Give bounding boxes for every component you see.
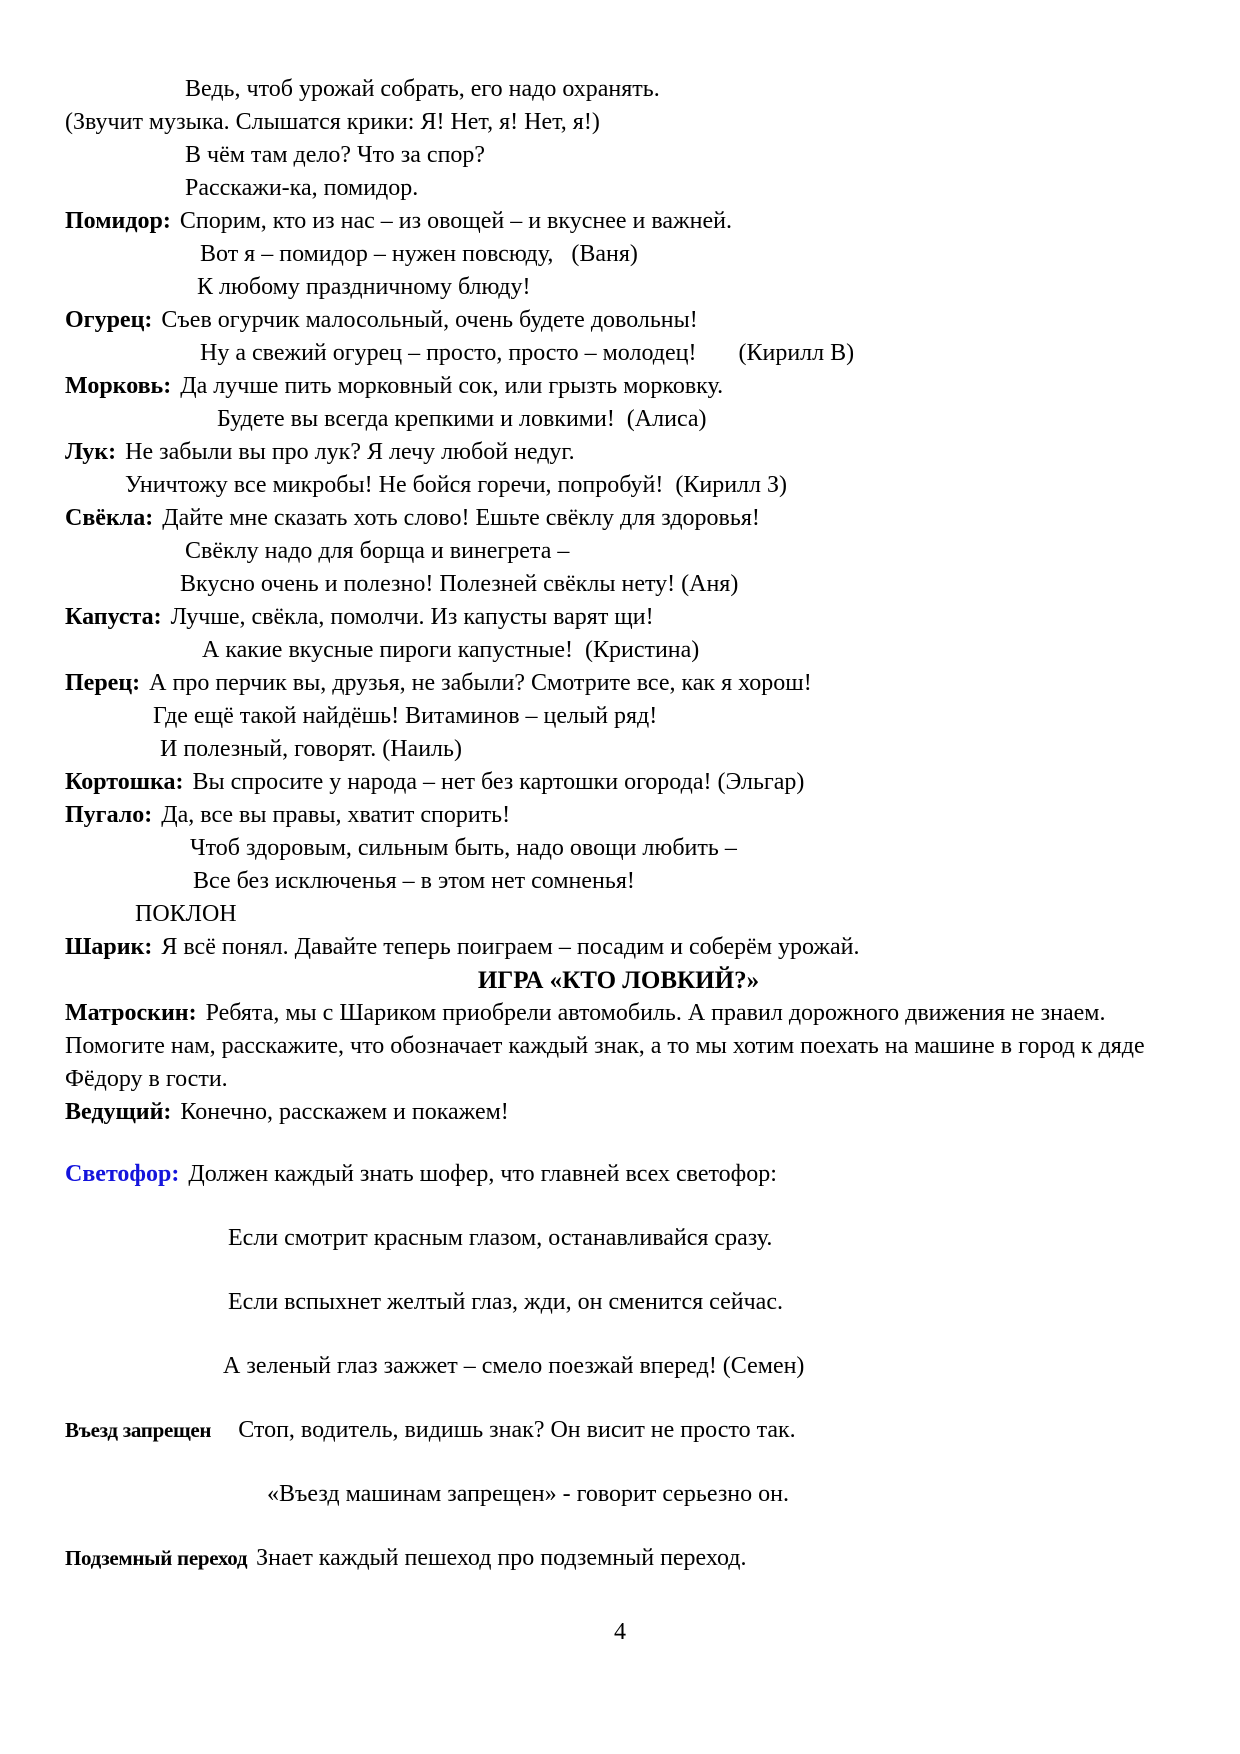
speaker-name: Свёкла:: [65, 505, 154, 531]
line-text: Лучше, свёкла, помолчи. Из капусты варят щи!: [170, 604, 654, 630]
line-text: Вот я – помидор – нужен повсюду, (Ваня): [200, 241, 638, 267]
line-text: Я всё понял. Давайте теперь поиграем – посадим и соберём урожай.: [161, 934, 860, 960]
script-line-speaker: [65, 667, 1172, 700]
line-text: К любому праздничному блюду!: [197, 274, 531, 300]
speaker-name: Морковь:: [65, 373, 172, 399]
script-line-speaker: [65, 1158, 1172, 1191]
line-text: Знает каждый пешеход про подземный переход.: [256, 1545, 747, 1571]
script-lines: [65, 73, 1172, 1575]
line-text: Ну а свежий огурец – просто, просто – молодец! (Кирилл В): [200, 340, 855, 366]
script-line: [65, 238, 1172, 271]
script-line: [65, 865, 1172, 898]
speaker-name: Лук:: [65, 439, 117, 465]
line-text: А какие вкусные пироги капустные! (Кристина): [202, 637, 700, 663]
script-line: [65, 1478, 1172, 1511]
script-line: [65, 1350, 1172, 1383]
script-line: [65, 898, 1172, 931]
script-line: [65, 139, 1172, 172]
line-text: Будете вы всегда крепкими и ловкими! (Алиса): [217, 406, 707, 432]
line-text: Ведь, чтоб урожай собрать, его надо охранять.: [185, 76, 660, 102]
line-text: Спорим, кто из нас – из овощей – и вкуснее и важней.: [179, 208, 732, 234]
script-line: [65, 469, 1172, 502]
script-line-speaker: [65, 436, 1172, 469]
line-text: Стоп, водитель, видишь знак? Он висит не просто так.: [220, 1417, 796, 1443]
script-line: [65, 634, 1172, 667]
script-line-speaker: [65, 601, 1172, 634]
line-text: Чтоб здоровым, сильным быть, надо овощи любить –: [190, 835, 737, 861]
line-text: В чём там дело? Что за спор?: [185, 142, 486, 168]
script-line-speaker: [65, 1096, 1172, 1129]
script-line: [65, 568, 1172, 601]
line-text: Уничтожу все микробы! Не бойся горечи, попробуй! (Кирилл З): [125, 472, 788, 498]
script-line-speaker: [65, 205, 1172, 238]
script-line-speaker: [65, 1414, 1172, 1447]
speaker-name: Ведущий:: [65, 1099, 172, 1125]
page-number: 4: [614, 1619, 626, 1645]
script-line: [65, 337, 1172, 370]
script-line-speaker: [65, 1542, 1172, 1575]
script-line-speaker: [65, 931, 1172, 964]
script-line: [65, 535, 1172, 568]
line-text: Конечно, расскажем и покажем!: [180, 1099, 509, 1125]
line-text: А про перчик вы, друзья, не забыли? Смотрите все, как я хорош!: [149, 670, 812, 696]
speaker-name: Пугало:: [65, 802, 153, 828]
line-text: Расскажи-ка, помидор.: [185, 175, 419, 201]
line-text: Да лучше пить морковный сок, или грызть морковку.: [180, 373, 724, 399]
speaker-name: Помидор:: [65, 208, 171, 234]
line-text: Если вспыхнет желтый глаз, жди, он сменится сейчас.: [228, 1289, 783, 1315]
script-line-speaker: [65, 997, 1172, 1096]
speaker-name: Матроскин:: [65, 1000, 197, 1026]
speaker-name: Капуста:: [65, 604, 162, 630]
speaker-name: Шарик:: [65, 934, 153, 960]
line-text: «Въезд машинам запрещен» - говорит серьезно он.: [267, 1481, 789, 1507]
line-text: А зеленый глаз зажжет – смело поезжай вперед! (Семен): [223, 1353, 805, 1379]
speaker-name: Подземный переход: [65, 1546, 248, 1570]
line-text: ИГРА «КТО ЛОВКИЙ?»: [477, 967, 760, 994]
line-text: Свёклу надо для борща и винегрета –: [185, 538, 570, 564]
script-line: [65, 1222, 1172, 1255]
script-line: [65, 271, 1172, 304]
line-text: И полезный, говорят. (Наиль): [160, 736, 462, 762]
line-text: Съев огурчик малосольный, очень будете довольны!: [161, 307, 698, 333]
speaker-name: Перец:: [65, 670, 141, 696]
line-text: Должен каждый знать шофер, что главней всех светофор:: [188, 1161, 777, 1187]
script-line-speaker: [65, 304, 1172, 337]
line-text: (Звучит музыка. Слышатся крики: Я! Нет, я! Нет, я!): [65, 109, 600, 135]
speaker-name: Огурец:: [65, 307, 153, 333]
line-text: Ребята, мы с Шариком приобрели автомобиль. А правил дорожного движения не знаем. Помогите нам, расскажите, что обозначает каждый знак, а то мы хотим поехать на машине в город к дяде Фёдору в гости.: [65, 1000, 1151, 1092]
script-line-speaker: [65, 370, 1172, 403]
script-line: [65, 700, 1172, 733]
script-line-speaker: [65, 799, 1172, 832]
line-text: Вы спросите у народа – нет без картошки огорода! (Эльгар): [192, 769, 805, 795]
speaker-name: Светофор:: [65, 1161, 180, 1187]
script-line: [65, 73, 1172, 106]
script-line-speaker: [65, 502, 1172, 535]
line-text: Если смотрит красным глазом, останавливайся сразу.: [228, 1225, 773, 1251]
speaker-name: Въезд запрещен: [65, 1418, 212, 1442]
script-line: [65, 106, 1172, 139]
line-text: Все без исключенья – в этом нет сомненья!: [193, 868, 635, 894]
script-line: [65, 832, 1172, 865]
script-line: [65, 172, 1172, 205]
line-text: Да, все вы правы, хватит спорить!: [161, 802, 511, 828]
line-text: ПОКЛОН: [135, 901, 237, 927]
script-line: [65, 1286, 1172, 1319]
script-line: [65, 733, 1172, 766]
script-line: [65, 403, 1172, 436]
line-text: Не забыли вы про лук? Я лечу любой недуг.: [125, 439, 575, 465]
line-text: Дайте мне сказать хоть слово! Ешьте свёклу для здоровья!: [162, 505, 760, 531]
script-line: [65, 964, 1172, 997]
speaker-name: Кортошка:: [65, 769, 184, 795]
script-line-speaker: [65, 766, 1172, 799]
line-text: Вкусно очень и полезно! Полезней свёклы нету! (Аня): [180, 571, 739, 597]
line-text: Где ещё такой найдёшь! Витаминов – целый ряд!: [153, 703, 658, 729]
